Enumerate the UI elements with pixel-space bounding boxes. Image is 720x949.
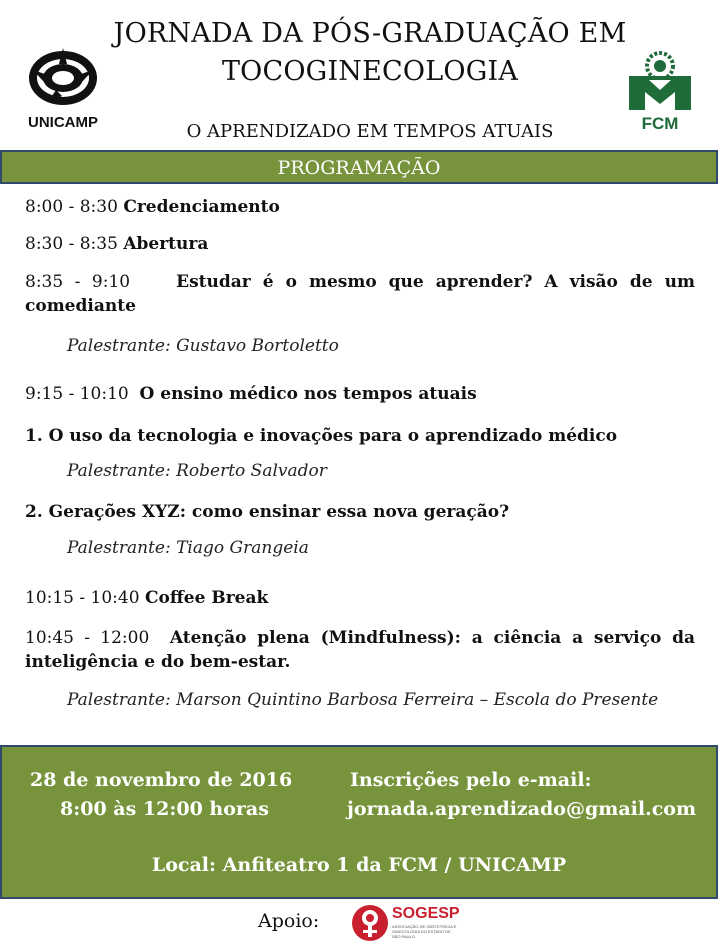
item-title: Credenciamento [123,197,280,217]
schedule-item-1 [25,195,695,219]
sogesp-tagline: ASSOCIAÇÃO DE OBSTETRÍCIA E GINECOLOGIA DO ESTADO DE SÃO PAULO [392,924,457,939]
schedule-item-6 [25,626,695,674]
event-date: 28 de novembro de 2016 [30,769,293,791]
speaker-1: Palestrante: Gustavo Bortoletto [67,336,339,356]
title-line-2: TOCOGINECOLOGIA [221,56,519,87]
program-bar: PROGRAMAÇÃO [0,150,718,184]
item-time: 10:15 - 10:40 [25,588,140,608]
registration-label: Inscrições pelo e-mail: [350,769,592,791]
event-hours: 8:00 às 12:00 horas [60,798,269,820]
topic-1: 1. O uso da tecnologia e inovações para o aprendizado médico [25,426,618,446]
item-title: Abertura [123,234,209,254]
item-time: 8:35 - 9:10 [25,272,131,292]
sogesp-emblem-icon [350,903,390,943]
item-title: Estudar é o mesmo que aprender? A visão de um comediante [25,272,695,316]
item-title: Coffee Break [144,588,269,608]
schedule-item-3 [25,270,695,318]
speaker-3: Palestrante: Tiago Grangeia [67,538,309,558]
event-info-box [0,745,718,899]
speaker-4: Palestrante: Marson Quintino Barbosa Ferreira – Escola do Presente [67,690,659,710]
unicamp-logo [18,40,108,136]
speaker-2: Palestrante: Roberto Salvador [67,461,327,481]
registration-email[interactable]: jornada.aprendizado@gmail.com [347,798,697,820]
item-time: 8:00 - 8:30 [25,197,118,217]
item-title: O ensino médico nos tempos atuais [139,384,477,404]
item-time: 10:45 - 12:00 [25,628,150,648]
event-location: Local: Anfiteatro 1 da FCM / UNICAMP [151,854,567,876]
support-label: Apoio: [258,910,320,932]
unicamp-emblem-icon [18,40,108,110]
item-time: 9:15 - 10:10 [25,384,129,404]
schedule-item-2 [25,232,695,256]
sogesp-logo [350,903,460,945]
subtitle: O APRENDIZADO EM TEMPOS ATUAIS [186,121,554,142]
topic-2: 2. Gerações XYZ: como ensinar essa nova geração? [25,502,510,522]
schedule-item-4 [25,382,695,406]
item-time: 8:30 - 8:35 [25,234,118,254]
unicamp-label: UNICAMP [28,114,98,131]
item-title: Atenção plena (Mindfulness): a ciência a serviço da inteligência e do bem-estar. [25,628,695,672]
title-line-1: JORNADA DA PÓS-GRADUAÇÃO EM [113,18,627,49]
fcm-label: FCM [641,114,679,133]
sogesp-name: SOGESP [392,905,460,922]
schedule-item-5 [25,586,695,610]
